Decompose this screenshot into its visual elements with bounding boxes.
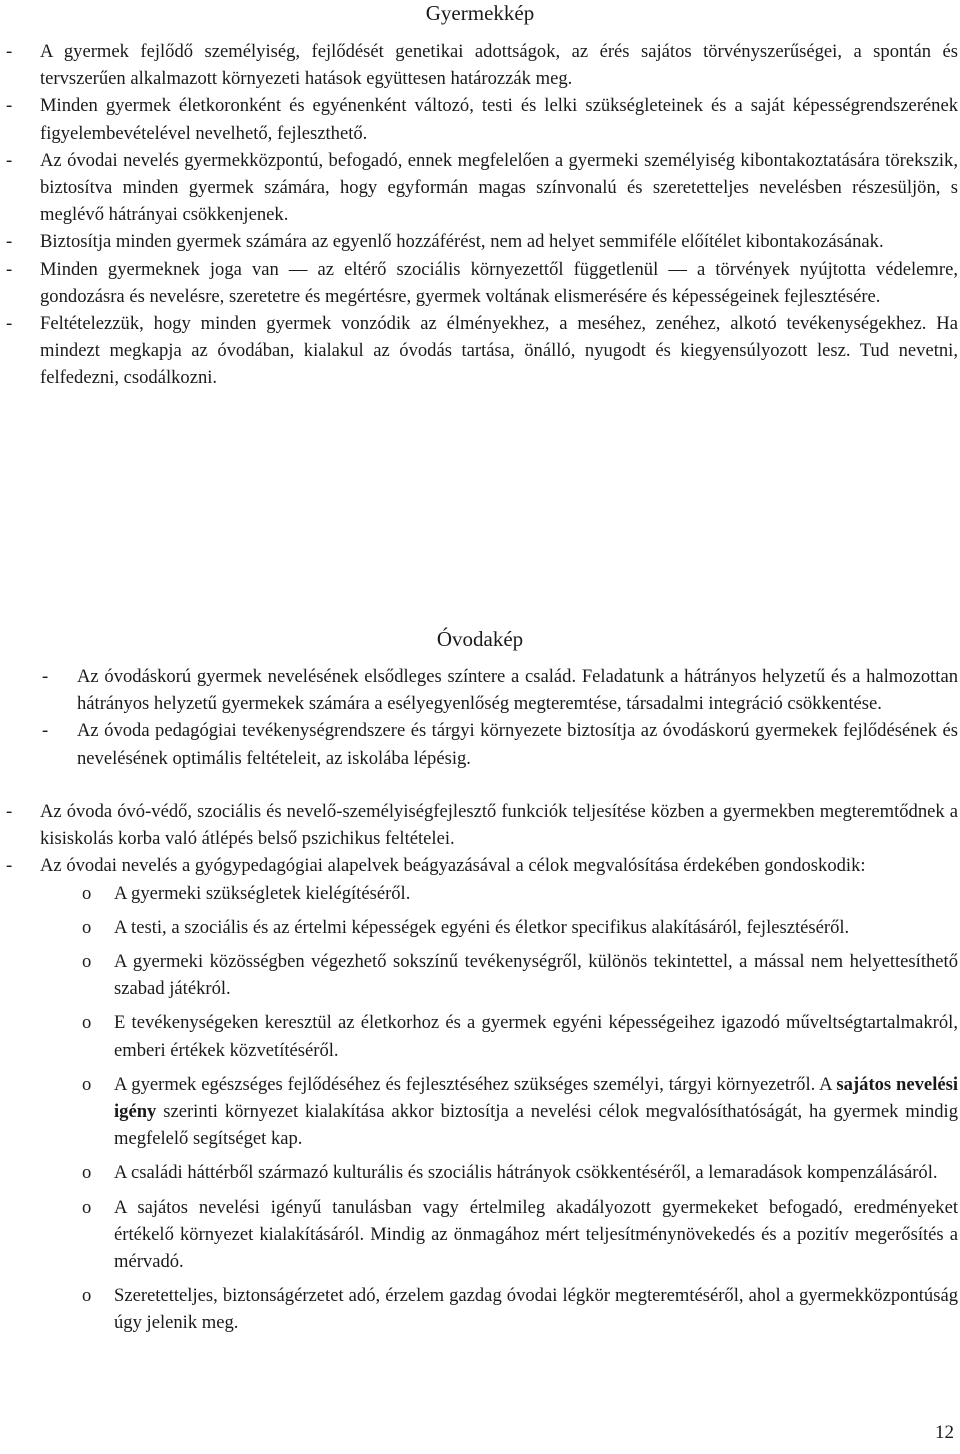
sublist-item: o A gyermek egészséges fejlődéséhez és fejlesztéséhez szükséges személyi, tárgyi környezetről. A sajátos nevelési igény szerinti környezet kialakítása akkor biztosítja a nevelési célok megvalósíthatóságát, ha gyermek mindig megfelelő segítséget kap.	[6, 1071, 958, 1153]
dash-marker: -	[6, 258, 13, 280]
list-item: - Feltételezzük, hogy minden gyermek vonzódik az élményekhez, a meséhez, zenéhez, alkotó tevékenységekhez. Ha mindezt megkapja az óvodában, kialakul az óvodás tartása, önálló, nyugodt és kiegyensúlyozott lesz. Tud nevetni, felfedezni, csodálkozni.	[6, 310, 958, 392]
list-item: - Az óvoda pedagógiai tevékenységrendszere és tárgyi környezete biztosítja az óvodáskorú gyermekek fejlődésének és nevelésének optimális feltételeit, az iskolába lépésig.	[42, 717, 958, 771]
bold-phrase: sajátos nevelési igény	[114, 1073, 959, 1123]
list-item: - Minden gyermek életkoronként és egyénenként változó, testi és lelki szükségleteinek és a saját képességrendszerének figyelembevételével nevelhető, fejleszthető.	[6, 92, 958, 146]
circle-marker: o	[82, 1162, 92, 1184]
sublist-item: o A sajátos nevelési igényű tanulásban vagy értelmileg akadályozott gyermekeket befogadó, eredményeket értékelő környezet kialakításáról. Mindig az önmagához mért teljesítménynövekedés és a pozitív megerősítés a mérvadó.	[6, 1194, 958, 1276]
gyermekkep-list	[6, 38, 958, 392]
sublist-item: o E tevékenységeken keresztül az életkorhoz és a gyermek egyéni képességeihez igazodó műveltségtartalmakról, emberi értékek közvetítéséről.	[6, 1009, 958, 1063]
ovodakep-list	[6, 798, 958, 1337]
list-item: - Minden gyermeknek joga van — az eltérő szociális környezettől függetlenül — a törvények nyújtotta védelemre, gondozásra és nevelésre, szeretetre és megértésre, gyermek voltának elismerésére és képességeinek fejlesztésére.	[6, 256, 958, 310]
page-number: 12	[935, 1422, 954, 1443]
dash-marker: -	[6, 41, 13, 62]
dash-marker: -	[6, 855, 13, 877]
circle-marker: o	[82, 916, 92, 938]
dash-marker: -	[6, 231, 13, 253]
section-title-ovodakep: Óvodakép	[436, 627, 524, 651]
dash-marker: -	[6, 149, 13, 171]
list-item: - A gyermek fejlődő személyiség, fejlődését genetikai adottságok, az érés sajátos törvényszerűségei, a spontán és tervszerűen alkalmazott környezeti hatások együttesen határozzák meg.	[6, 38, 958, 92]
circle-marker: o	[82, 1012, 92, 1034]
circle-marker: o	[82, 1196, 92, 1218]
sublist-item: o A családi háttérből származó kulturális és szociális hátrányok csökkentéséről, a lemaradások kompenzálásáról.	[6, 1159, 958, 1186]
dash-marker: -	[42, 720, 49, 742]
sublist-item: o A gyermeki közösségben végezhető sokszínű tevékenységről, különös tekintettel, a mással nem helyettesíthető szabad játékról.	[6, 948, 958, 1002]
list-item: - Az óvoda óvó-védő, szociális és nevelő-személyiségfejlesztő funkciók teljesítése közben a gyermekben megteremtődnek a kisiskolás korba való átlépés belső pszichikus feltételei.	[6, 798, 958, 852]
list-item: - Az óvodai nevelés a gyógypedagógiai alapelvek beágyazásával a célok megvalósítása érdekében gondoskodik:	[6, 852, 958, 879]
dash-marker: -	[6, 313, 13, 335]
circle-marker: o	[82, 882, 92, 904]
sublist-item: o A gyermeki szükségletek kielégítéséről.	[6, 880, 958, 907]
list-item: - Az óvodáskorú gyermek nevelésének elsődleges színtere a család. Feladatunk a hátrányos helyzetű és a halmozottan hátrányos helyzetű gyermekek számára a esélyegyenlőség megteremtése, társadalmi integráció csökkentése.	[42, 663, 958, 717]
circle-marker: o	[82, 1073, 92, 1095]
circle-marker: o	[82, 951, 92, 973]
section-title-gyermekkep: Gyermekkép	[425, 1, 535, 25]
circle-marker: o	[82, 1285, 92, 1307]
sublist	[6, 880, 958, 1337]
sublist-item: o A testi, a szociális és az értelmi képességek egyéni és életkor specifikus alakításáról, fejlesztéséről.	[6, 914, 958, 941]
ovodakep-indented-list	[6, 663, 958, 772]
sublist-item: o Szeretetteljes, biztonságérzetet adó, érzelem gazdag óvodai légkör megteremtéséről, ahol a gyermekközpontúság úgy jelenik meg.	[6, 1282, 958, 1336]
dash-marker: -	[42, 666, 49, 687]
list-item: - Az óvodai nevelés gyermekközpontú, befogadó, ennek megfelelően a gyermeki személyiség kibontakoztatására törekszik, biztosítva minden gyermek számára, hogy egyformán magas színvonalú és szeretetteljes nevelésben részesüljön, s meglévő hátrányai csökkenjenek.	[6, 147, 958, 229]
dash-marker: -	[6, 801, 13, 822]
dash-marker: -	[6, 95, 13, 117]
list-item: - Biztosítja minden gyermek számára az egyenlő hozzáférést, nem ad helyet semmiféle előítélet kibontakozásának.	[6, 228, 958, 255]
